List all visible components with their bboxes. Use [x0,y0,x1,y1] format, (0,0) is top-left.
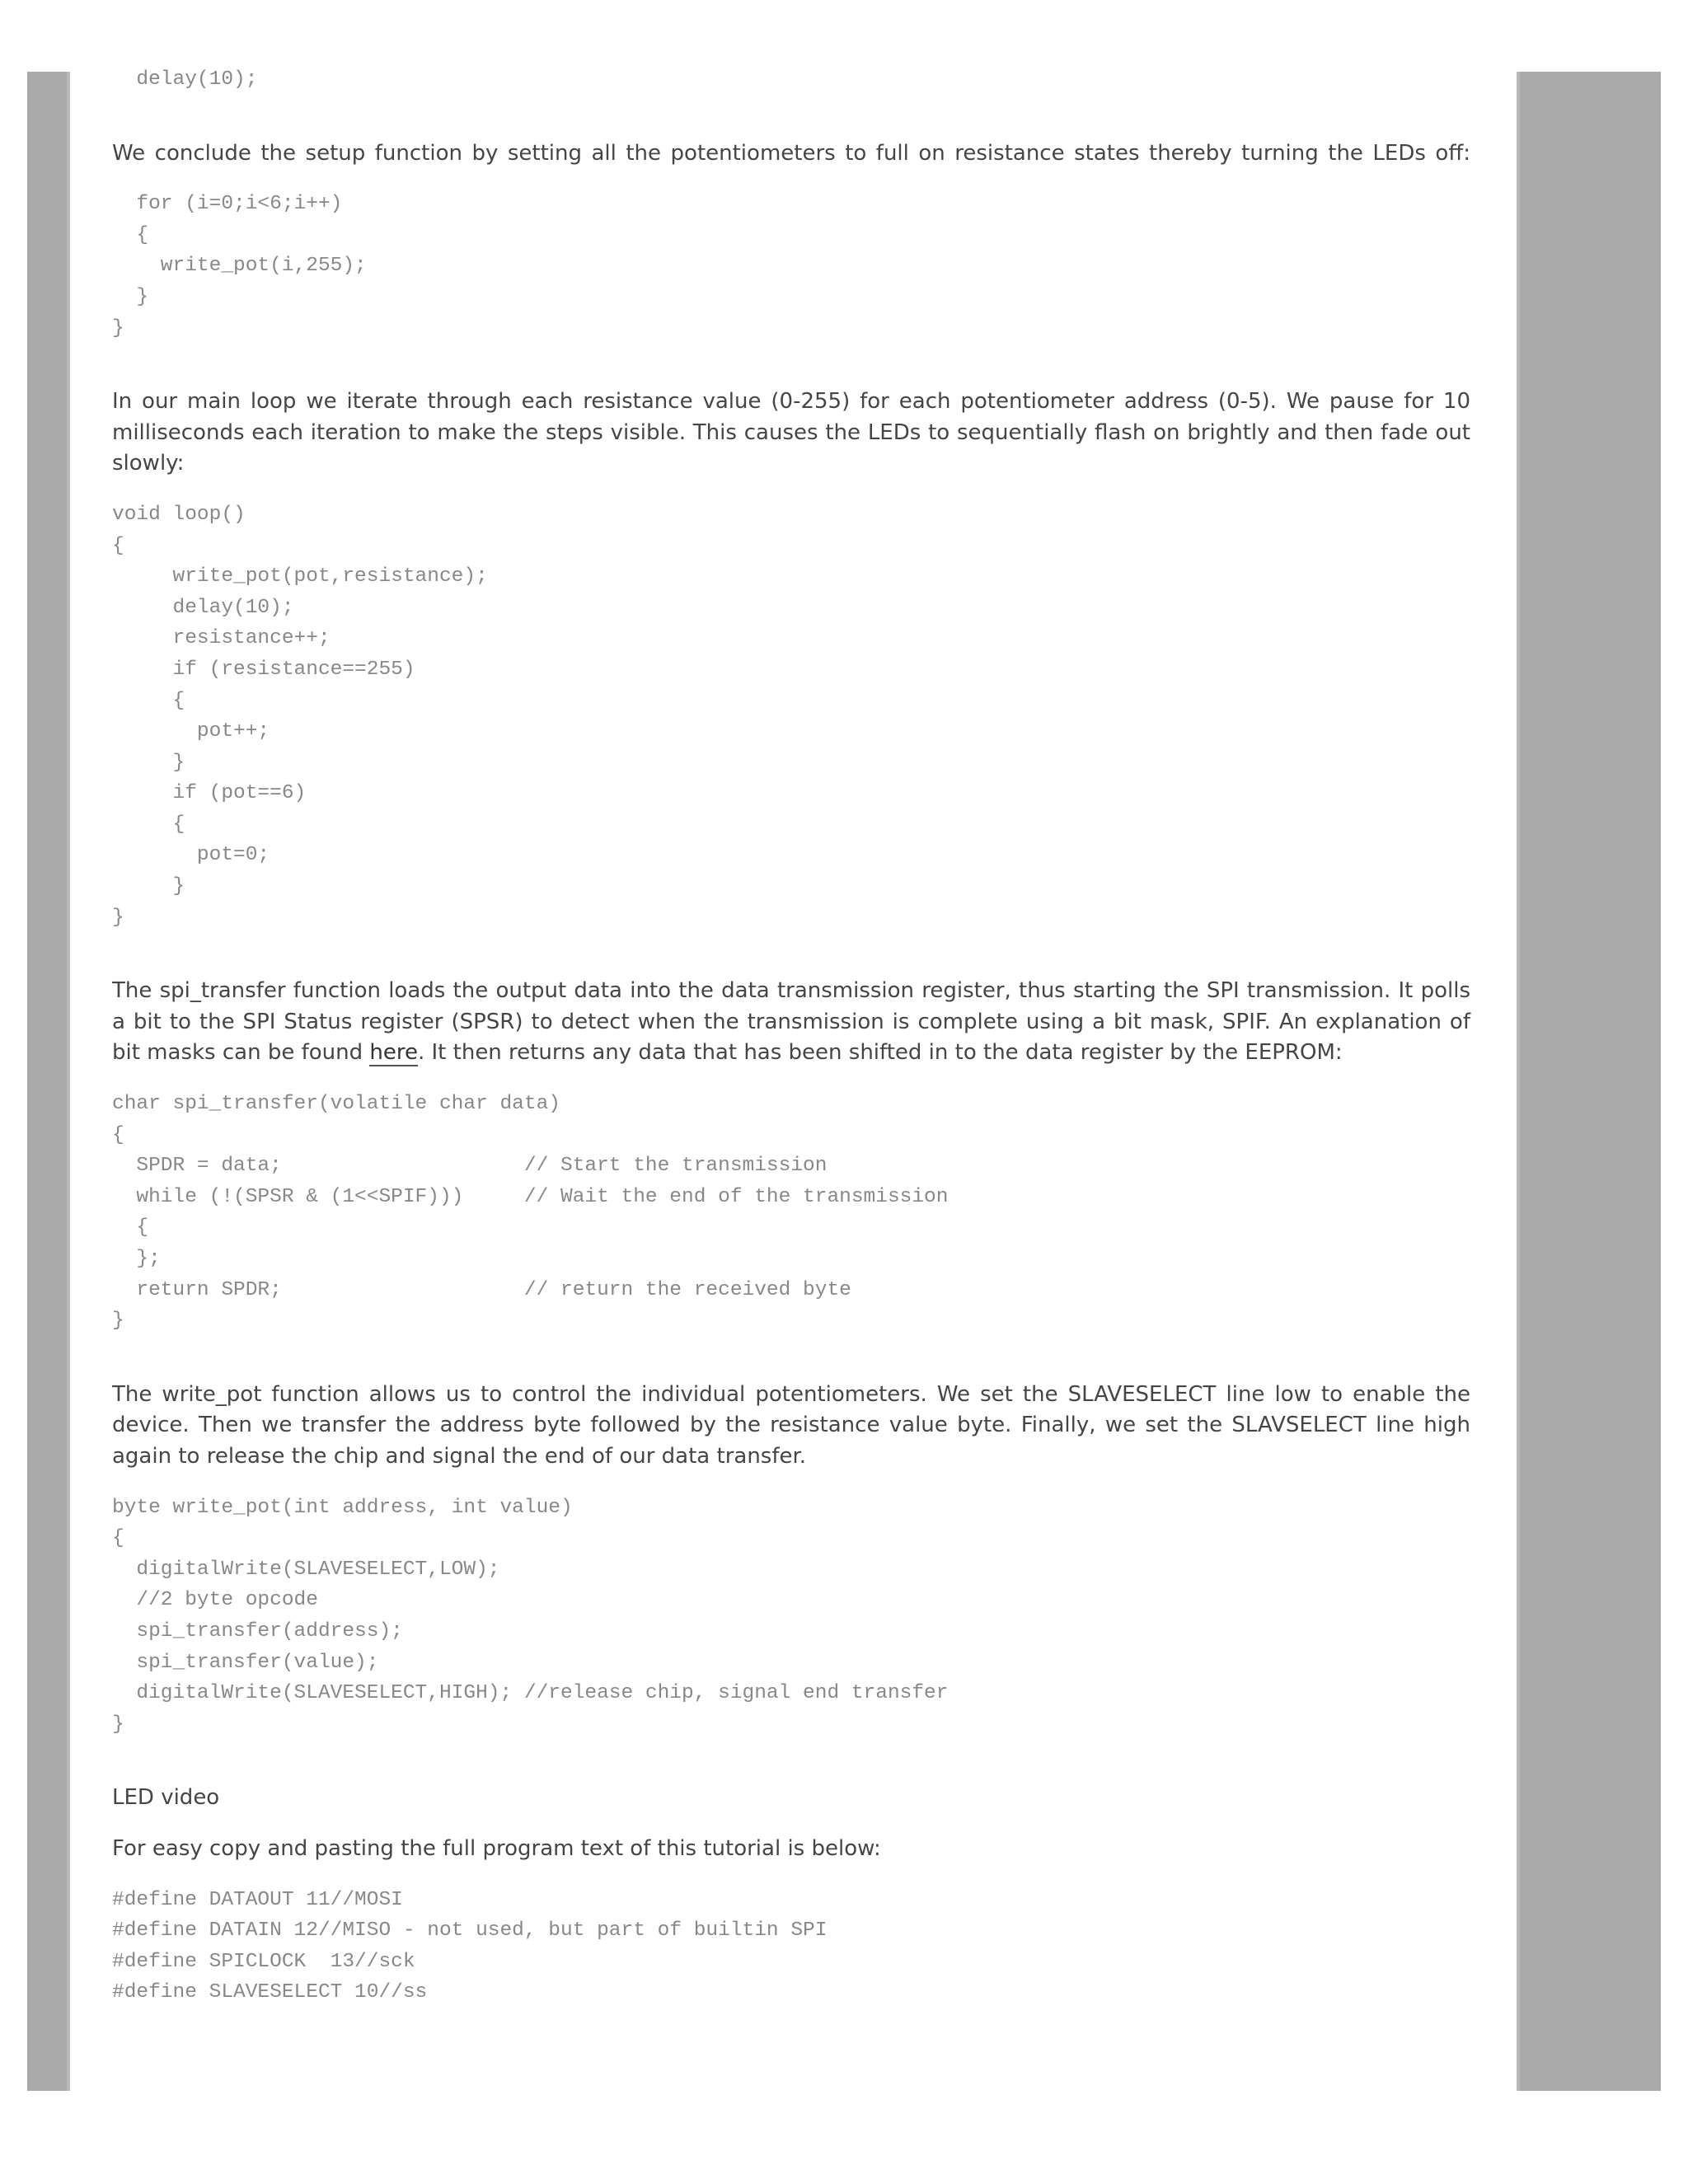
code-block: void loop() { write_pot(pot,resistance); delay(10); resistance++; if (resistance==255) { pot++; } if (pot==6) { pot=0; } } [112,503,488,929]
code-block: byte write_pot(int address, int value) { digitalWrite(SLAVESELECT,LOW); //2 byte opcode spi_transfer(address); spi_transfer(value); digitalWrite(SLAVESELECT,HIGH); //release chip, signal end transfer } [112,1496,949,1736]
paragraph: We conclude the setup function by setting all the potentiometers to full on resistance states thereby turning the LEDs off: [112,140,1470,166]
article-body [112,64,1470,2008]
paragraph: The spi_transfer function loads the output data into the data transmission register, thus starting the SPI transmission. It polls a bit to the SPI Status register (SPSR) to detect when the transmission is complete using a bit mask, SPIF. An explanation of bit masks can be found here. It then returns any data that has been shifted in to the data register by the EEPROM: [112,978,1470,1066]
paragraph: For easy copy and pasting the full program text of this tutorial is below: [112,1835,881,1861]
paragraph: The write_pot function allows us to control the individual potentiometers. We set the SLAVESELECT line low to enable the device. Then we transfer the address byte followed by the resistance value byte. Finally, we set the SLAVSELECT line high again to release the chip and signal the end of our data transfer. [112,1381,1470,1469]
paragraph: In our main loop we iterate through each resistance value (0-255) for each potentiometer address (0-5). We pause for 10 milliseconds each iteration to make the steps visible. This causes the LEDs to sequentially flash on brightly and then fade out slowly: [112,389,1470,476]
here-link[interactable]: here [369,1040,418,1066]
code-block: delay(10); [112,68,258,91]
code-block: for (i=0;i<6;i++) { write_pot(i,255); } } [112,193,367,340]
code-block: #define DATAOUT 11//MOSI #define DATAIN 12//MISO - not used, but part of builtin SPI #define SPICLOCK 13//sck #define SLAVESELECT 10//ss [112,1888,828,2004]
code-block: char spi_transfer(volatile char data) { SPDR = data; // Start the transmission while (!(SPSR & (1<<SPIF))) // Wait the end of the transmission { }; return SPDR; // return the received byte } [112,1093,949,1333]
left-margin-bar [27,72,70,2091]
paragraph: LED video [112,1785,220,1811]
right-margin-bar [1517,72,1661,2091]
